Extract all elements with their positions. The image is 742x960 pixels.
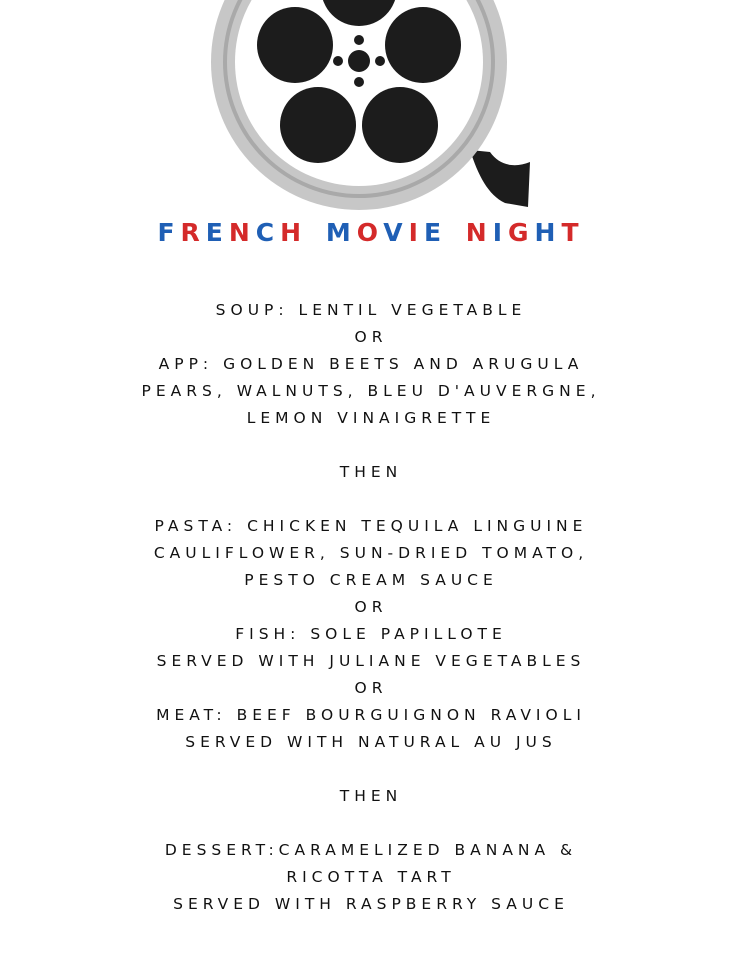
menu-line: MEAT: BEEF BOURGUIGNON RAVIOLI [156,706,586,724]
menu-line: SOUP: LENTIL VEGETABLE [215,301,527,319]
title-letter: V [383,218,409,247]
menu-spacer [0,810,742,837]
title-letter: E [423,218,448,247]
menu-spacer [0,756,742,783]
menu-line: THEN [339,787,403,805]
title-letter: I [408,218,424,247]
film-strip-tail [470,150,530,207]
title-letter: E [205,218,229,247]
menu-line: SERVED WITH RASPBERRY SAUCE [173,895,569,913]
title-letter: C [255,218,281,247]
title-letter: M [325,218,357,247]
menu-list [0,297,742,918]
menu-line: OR [354,598,388,616]
menu-line: OR [354,679,388,697]
menu-line: PESTO CREAM SAUCE [244,571,498,589]
menu-line: OR [354,328,388,346]
title-letter [307,218,326,247]
menu-spacer [0,486,742,513]
menu-line: CAULIFLOWER, SUN-DRIED TOMATO, [153,544,589,562]
menu-line: DESSERT:CARAMELIZED BANANA & [164,841,578,859]
menu-line: SERVED WITH NATURAL AU JUS [185,733,557,751]
menu-line: PEARS, WALNUTS, BLEU D'AUVERGNE, [141,382,601,400]
title-letter: N [228,218,256,247]
title-letter: H [280,218,308,247]
menu-line: RICOTTA TART [286,868,456,886]
menu-line: FISH: SOLE PAPILLOTE [235,625,507,643]
menu-line: THEN [339,463,403,481]
title-letter [447,218,466,247]
title-letter: I [492,218,509,247]
reel-hub [348,50,370,72]
title-letter: G [508,218,535,247]
title-letter: R [180,218,206,247]
title-letter: H [534,218,562,247]
title-letter: T [561,218,585,247]
page-title [0,213,742,253]
title-letter: F [157,218,181,247]
menu-line: SERVED WITH JULIANE VEGETABLES [156,652,586,670]
menu-line: PASTA: CHICKEN TEQUILA LINGUINE [154,517,588,535]
film-reel-icon [0,0,742,215]
menu-line: APP: GOLDEN BEETS AND ARUGULA [158,355,584,373]
menu-spacer [0,432,742,459]
menu-line: LEMON VINAIGRETTE [246,409,496,427]
title-letter: N [465,218,493,247]
title-letter: O [356,218,384,247]
